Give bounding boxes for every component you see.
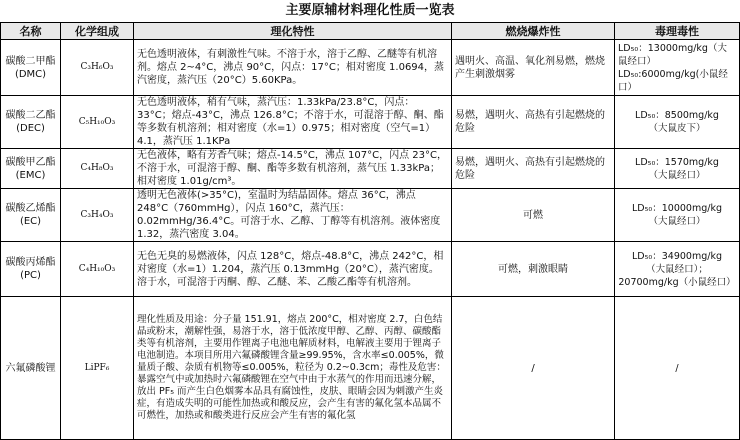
material-name: 碳酸二甲酯 (DMC) xyxy=(1,40,61,96)
physicochemical-properties: 无色无臭的易燃液体，闪点 128°C，熔点-48.8°C，沸点 242°C，相对密度（水=1）1.204，蒸汽压 0.13mmHg（20°C），蒸汽密度。溶于水，可混溶于丙酮、醇、乙醚、苯、乙酸乙酯等有机溶剂。 xyxy=(134,242,452,297)
material-name: 碳酸二乙酯 (DEC) xyxy=(1,96,61,149)
chemical-formula: C₃H₆O₃ xyxy=(61,40,134,96)
chemical-formula: C₃H₄O₃ xyxy=(61,189,134,242)
flammability: 可燃，刺激眼睛 xyxy=(452,242,615,297)
physicochemical-properties: 无色透明液体，有刺激性气味。不溶于水，溶于乙醇、乙醚等有机溶剂。熔点 2~4°C，沸点 90°C，闪点：17°C；相对密度 1.0694，蒸汽密度，蒸汽压（20°C）5.60KPa。 xyxy=(134,40,452,96)
material-name: 碳酸乙烯酯 (EC) xyxy=(1,189,61,242)
header-name: 名称 xyxy=(1,23,61,40)
chemical-formula: LiPF₆ xyxy=(61,297,134,440)
page-title: 主要原辅材料理化性质一览表 xyxy=(285,3,455,18)
table-row xyxy=(1,149,740,189)
chemical-formula: C₄H₈O₃ xyxy=(61,149,134,189)
toxicity: LD₅₀：13000mg/kg（大鼠经口） LD₅₀:6000mg/kg(小鼠经口） xyxy=(615,40,740,96)
toxicity: LD₅₀：8500mg/kg （大鼠皮下） xyxy=(615,96,740,149)
table-row xyxy=(1,242,740,297)
header-flammability: 燃烧爆炸性 xyxy=(452,23,615,40)
table-row xyxy=(1,96,740,149)
physicochemical-properties: 无色液体，略有芳香气味；熔点-14.5°C，沸点 107°C，闪点 23°C，不溶于水，可混溶于醇、酮、酯等多数有机溶剂，蒸气压 1.33kPa；相对密度 1.01g/cm³。 xyxy=(134,149,452,189)
flammability: 遇明火、高温、氧化剂易燃，燃烧产生刺激烟雾 xyxy=(452,40,615,96)
flammability: 可燃 xyxy=(452,189,615,242)
flammability: / xyxy=(452,297,615,440)
material-name: 碳酸甲乙酯 (EMC) xyxy=(1,149,61,189)
table-row xyxy=(1,297,740,440)
toxicity: LD₅₀：1570mg/kg （大鼠经口） xyxy=(615,149,740,189)
header-properties: 理化特性 xyxy=(134,23,452,40)
material-name: 碳酸丙烯酯 (PC) xyxy=(1,242,61,297)
header-row xyxy=(1,23,740,40)
chemical-formula: C₄H₁₀O₃ xyxy=(61,242,134,297)
physicochemical-properties: 无色透明液体，稍有气味，蒸汽压：1.33kPa/23.8°C，闪点：33°C；熔点-43°C，沸点 126.8°C；不溶于水，可混溶于醇、酮、酯等多数有机溶剂；相对密度（水=1）0.975；相对密度（空气=1）4.1，蒸汽压 1.1KPa xyxy=(134,96,452,149)
chemical-formula: C₅H₁₀O₃ xyxy=(61,96,134,149)
header-formula: 化学组成 xyxy=(61,23,134,40)
table-row xyxy=(1,189,740,242)
toxicity: / xyxy=(615,297,740,440)
physicochemical-properties: 透明无色液体(>35°C)，室温时为结晶固体。熔点 36°C，沸点 248°C（760mmHg），闪点 160°C，蒸汽压：0.02mmHg/36.4°C。可溶于水、乙醇、丁醇等有机溶剂。液体密度 1.32，蒸汽密度 3.04。 xyxy=(134,189,452,242)
materials-table xyxy=(0,22,740,440)
toxicity: LD₅₀：34900mg/kg （大鼠经口）； 20700mg/kg（小鼠经口） xyxy=(615,242,740,297)
flammability: 易燃，遇明火、高热有引起燃烧的危险 xyxy=(452,149,615,189)
header-toxicity: 毒理毒性 xyxy=(615,23,740,40)
toxicity: LD₅₀：10000mg/kg （大鼠经口） xyxy=(615,189,740,242)
table-row xyxy=(1,40,740,96)
flammability: 易燃，遇明火、高热有引起燃烧的危险 xyxy=(452,96,615,149)
physicochemical-properties: 理化性质及用途：分子量 151.91，熔点 200°C，相对密度 2.7，白色结晶或粉末，潮解性强，易溶于水，溶于低浓度甲醇、乙醇、丙醇、碳酸酯类等有机溶剂，主要用作锂离子电池电解质材料，电解液主要用于锂离子电池制造。本项目所用六氟磷酸锂含量≥99.95%，含水率≤0.005%，微量质子酸、杂质有机物等≤0.005%，粒径为 0.2~0.3cm；毒性及危害：暴露空气中或加热时六氟磷酸锂在空气中由于水蒸气的作用而迅速分解，放出 PF₅ 而产生白色烟雾本品具有腐蚀性，皮肤、眼睛会因为刺激产生炎症，有造成失明的可能性加热或和酸反应，会产生有害的氟化氢本品属不可燃性，加热或和酸类进行反应会产生有害的氟化氢 xyxy=(134,297,452,440)
material-name: 六氟磷酸锂 xyxy=(1,297,61,440)
